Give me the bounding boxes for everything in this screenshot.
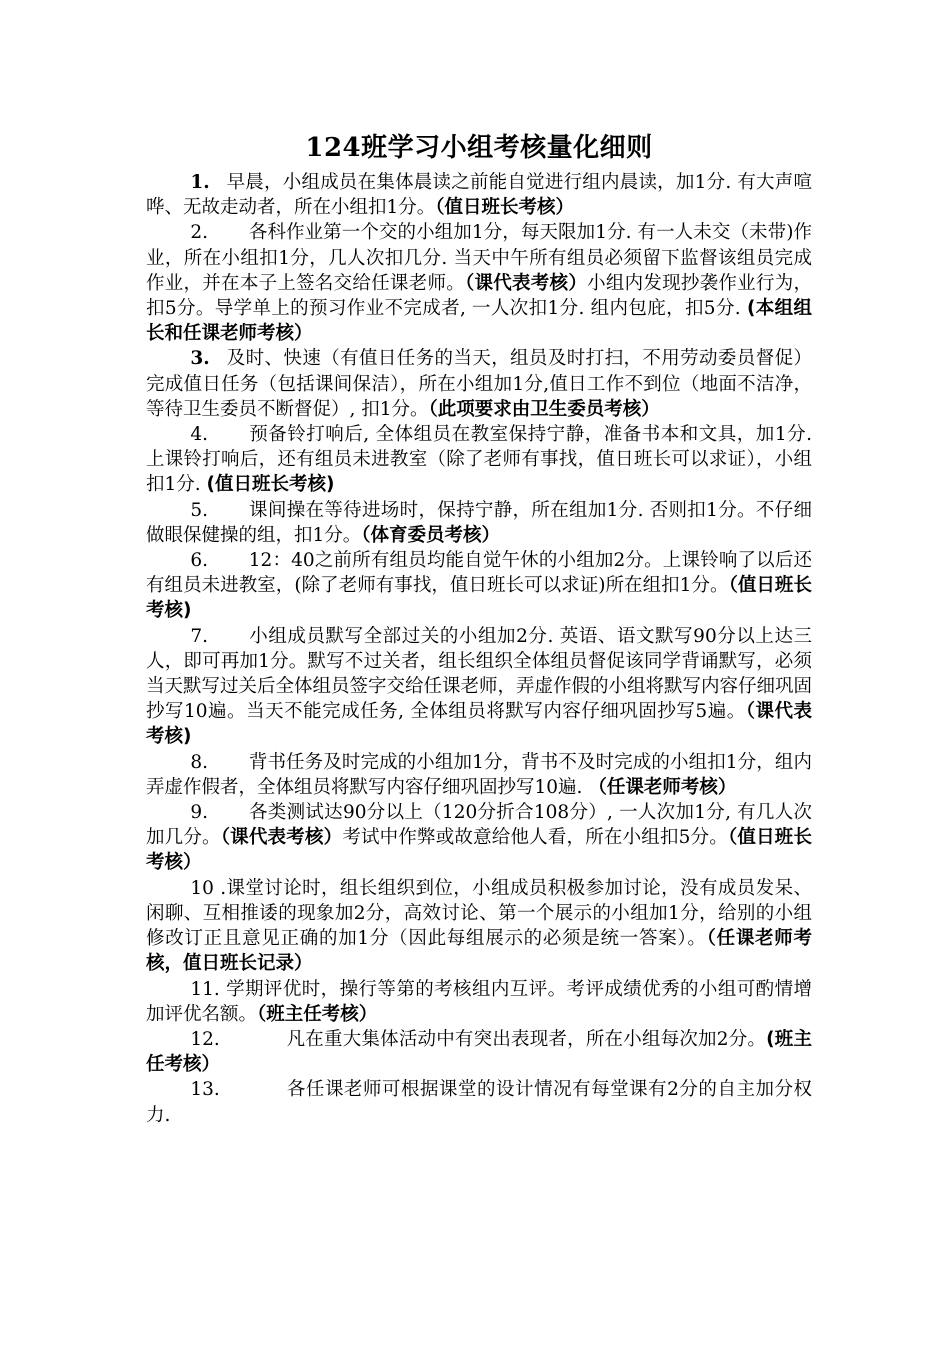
rule-assessor: （课代表考核) [146, 701, 812, 748]
rule-item-3 [146, 346, 812, 422]
rule-text: 课堂讨论时，组长组织到位，小组成员积极参加讨论，没有成员发呆、闲聊、互相推诿的现象加2分，高效讨论、第一个展示的小组加1分，给别的小组修改订正且意见正确的加1分（因此每组展示的必须是统一答案）。 [146, 877, 812, 950]
document-body [146, 170, 812, 1128]
rule-text: 背书任务及时完成的小组加1分，背书不及时完成的小组扣1分，组内弄虚作假者，全体组员将默写内容仔细巩固抄写10遍. [146, 751, 812, 798]
rule-number: 8. [190, 751, 209, 773]
rule-item-5 [146, 498, 812, 548]
rule-text: 考试中作弊或故意给他人看，所在小组扣5分。 [342, 827, 728, 849]
rule-number: 6. [190, 550, 209, 572]
rule-number: 11. [190, 978, 220, 1000]
rule-text: 早晨，小组成员在集体晨读之前能自觉进行组内晨读，加1分. 有大声喧哗、无故走动者，所在小组扣1分。 [146, 172, 812, 219]
rule-number: 5. [190, 499, 209, 521]
rule-assessor: （体育委员考核） [361, 524, 501, 546]
rule-assessor: (班主任考核） [146, 1028, 812, 1076]
rule-text: 凡在重大集体活动中有突出表现者，所在小组每次加2分。 [286, 1028, 767, 1050]
rule-assessor: （任课老师考核，值日班长记录） [146, 928, 812, 975]
rule-text: 各科作业第一个交的小组加1分，每天限加1分. 有一人未交（未带)作业，所在小组扣1分，几人次扣几分. 当天中午所有组员必须留下监督该组员完成作业，并在本子上签名交给任课老师。 [146, 222, 812, 294]
rule-number: 9. [190, 802, 209, 824]
rule-number: 3. [190, 348, 210, 370]
rule-item-8 [146, 750, 812, 800]
rule-number: 1. [190, 172, 210, 193]
rule-assessor: （此项要求由卫生委员考核） [428, 398, 660, 420]
rule-item-4 [146, 422, 812, 498]
rule-item-2 [146, 220, 812, 346]
document-page [146, 128, 812, 1128]
rule-item-12 [146, 1027, 812, 1077]
rule-assessor: （值日班长考核） [146, 827, 812, 874]
rule-text: 小组内发现抄袭作业行为，扣5分。导学单上的预习作业不完成者, 一人次扣1分. 组内包庇，扣5分. [146, 272, 812, 320]
rule-assessor: （值日班长考核) [146, 575, 812, 622]
rule-number: 13. [190, 1079, 220, 1101]
rule-item-1 [146, 170, 812, 220]
rule-number: 2. [190, 222, 209, 244]
rule-number: 7. [190, 625, 209, 647]
document-title: 124班学习小组考核量化细则 [305, 133, 653, 163]
rule-number: 12. [190, 1028, 220, 1050]
rule-number: 4. [190, 424, 209, 446]
rule-assessor: （任课老师考核） [588, 776, 737, 798]
rule-text: 课间操在等待进场时，保持宁静，所在组加1分. 否则扣1分。不仔细做眼保健操的组，扣1分。 [146, 499, 812, 546]
rule-text: 各任课老师可根据课堂的设计情况有每堂课有2分的自主加分权力. [146, 1079, 812, 1126]
rule-text: 及时、快速（有值日任务的当天，组员及时打扫，不用劳动委员督促）完成值日任务（包括课间保洁），所在小组加1分,值日工作不到位（地面不洁净，等待卫生委员不断督促）, 扣1分。 [146, 348, 812, 420]
rule-assessor: （班主任考核） [257, 1003, 378, 1025]
rule-text: 小组成员默写全部过关的小组加2分. 英语、语文默写90分以上达三人，即可再加1分。默写不过关者，组长组织全体组员督促该同学背诵默写，必须当天默写过关后全体组员签字交给任课老师，弄虚作假的小组将默写内容仔细巩固抄写10遍。当天不能完成任务, 全体组员将默写内容仔细巩固抄写5遍。 [146, 625, 813, 723]
rule-item-9 [146, 800, 812, 876]
rule-assessor: （课代表考核） [464, 272, 588, 294]
rule-assessor: (本组组长和任课老师考核） [146, 298, 812, 345]
rule-text: 学期评优时，操行等第的考核组内互评。考评成绩优秀的小组可酌情增加评优名额。 [146, 978, 812, 1025]
rule-text: 各类测试达90分以上（120分折合108分）, 一人次加1分, 有几人次加几分。 [146, 802, 812, 849]
rule-assessor: （值日班长考核） [435, 197, 575, 219]
rule-assessor: (值日班长考核) [206, 474, 335, 496]
rule-text: 预备铃打响后, 全体组员在教室保持宁静，准备书本和文具，加1分. 上课铃打响后，还有组员未进教室（除了老师有事找，值日班长可以求证），小组扣1分. [146, 424, 812, 496]
rule-item-7 [146, 624, 812, 750]
rule-assessor: （课代表考核） [220, 827, 343, 849]
rule-item-10 [146, 876, 812, 977]
rule-item-6 [146, 548, 812, 624]
rule-item-11 [146, 977, 812, 1027]
rule-number: 10 . [190, 877, 227, 899]
rule-text: 12：40之前所有组员均能自觉午休的小组加2分。上课铃响了以后还有组员未进教室，(除了老师有事找，值日班长可以求证)所在组扣1分。 [146, 550, 812, 597]
rule-item-13 [146, 1077, 812, 1127]
